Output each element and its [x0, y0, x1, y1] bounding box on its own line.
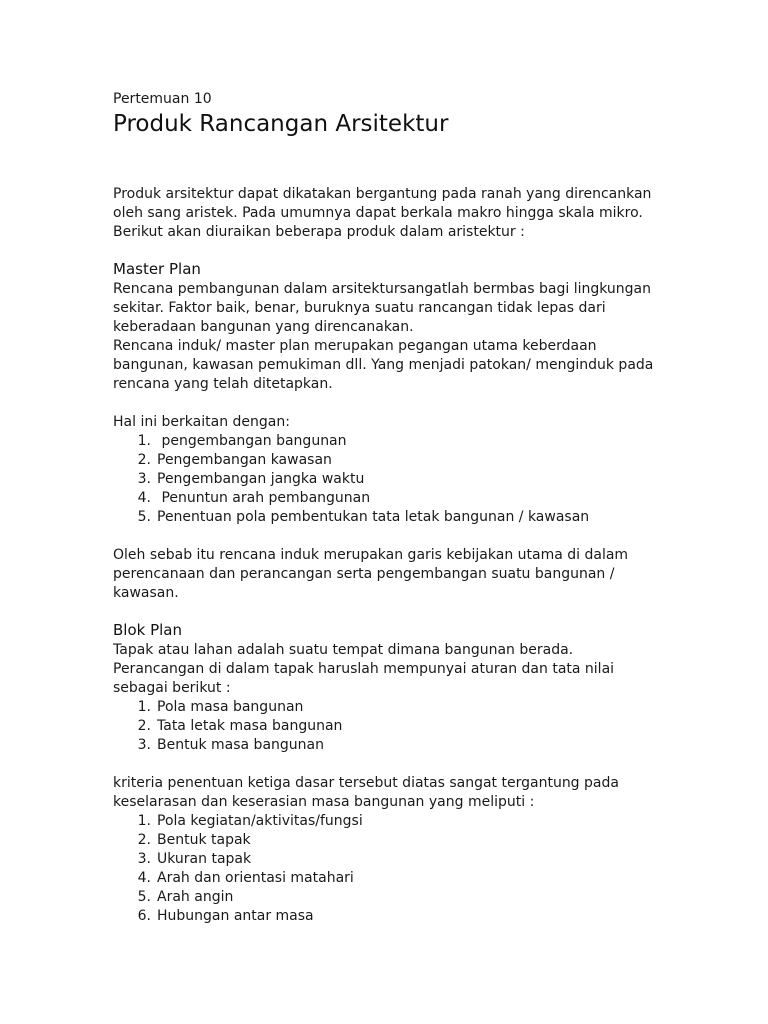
paragraph-line: Perancangan di dalam tapak haruslah mempunyai aturan dan tata nilai [113, 661, 615, 677]
list-text: Penuntun arah pembangunan [157, 490, 371, 506]
list-item [113, 888, 673, 907]
list-item [113, 869, 673, 888]
list-text: Ukuran tapak [157, 851, 252, 867]
document-body [113, 90, 673, 926]
list-text: Pola masa bangunan [157, 699, 304, 715]
blok-plan-paragraph [113, 641, 673, 698]
paragraph-line: kriteria penentuan ketiga dasar tersebut diatas sangat tergantung pada [113, 775, 619, 791]
paragraph-line: Tapak atau lahan adalah suatu tempat dimana bangunan berada. [113, 642, 574, 658]
paragraph-line: keberadaan bangunan yang direncanakan. [113, 319, 414, 335]
list-text: Arah dan orientasi matahari [157, 870, 354, 886]
list-number: 1. [137, 433, 151, 449]
blok-plan-list [113, 698, 673, 755]
list-item [113, 432, 673, 451]
master-plan-conclusion [113, 546, 673, 603]
list-text: Bentuk masa bangunan [157, 737, 324, 753]
list-text: Pengembangan jangka waktu [157, 471, 365, 487]
paragraph-line: bangunan, kawasan pemukiman dll. Yang menjadi patokan/ menginduk pada [113, 357, 654, 373]
list-number: 3. [137, 737, 151, 753]
paragraph-line: Rencana induk/ master plan merupakan pegangan utama keberdaan [113, 338, 597, 354]
paragraph-line: Oleh sebab itu rencana induk merupakan garis kebijakan utama di dalam [113, 547, 629, 563]
paragraph-line: kawasan. [113, 585, 179, 601]
blok-plan-heading: Blok Plan [113, 621, 183, 639]
master-plan-list [113, 432, 673, 527]
list-number: 3. [137, 851, 151, 867]
list-number: 2. [137, 452, 151, 468]
list-item [113, 907, 673, 926]
paragraph-line: perencanaan dan perancangan serta pengembangan suatu bangunan / [113, 566, 615, 582]
list-number: 1. [137, 813, 151, 829]
document-title: Produk Rancangan Arsitektur [113, 111, 449, 137]
criteria-paragraph [113, 774, 673, 812]
list-text: Bentuk tapak [157, 832, 251, 848]
intro-paragraph [113, 185, 673, 242]
list-text: Arah angin [157, 889, 234, 905]
list-item [113, 698, 673, 717]
list-text: Hubungan antar masa [157, 908, 314, 924]
list-text: Penentuan pola pembentukan tata letak bangunan / kawasan [157, 509, 590, 525]
list-text: Pengembangan kawasan [157, 452, 332, 468]
list-number: 5. [137, 509, 151, 525]
list-text: Pola kegiatan/aktivitas/fungsi [157, 813, 363, 829]
master-plan-heading: Master Plan [113, 260, 201, 278]
list-item [113, 736, 673, 755]
list-item [113, 451, 673, 470]
list-item [113, 508, 673, 527]
list-item [113, 812, 673, 831]
intro-line: Berikut akan diuraikan beberapa produk dalam aristektur : [113, 224, 525, 240]
paragraph-line: sekitar. Faktor baik, benar, buruknya suatu rancangan tidak lepas dari [113, 300, 606, 316]
list-item [113, 831, 673, 850]
list-item [113, 489, 673, 508]
paragraph-line: sebagai berikut : [113, 680, 231, 696]
paragraph-line: keselarasan dan keserasian masa bangunan yang meliputi : [113, 794, 535, 810]
list-number: 6. [137, 908, 151, 924]
list-number: 1. [137, 699, 151, 715]
paragraph-line: rencana yang telah ditetapkan. [113, 376, 333, 392]
criteria-list [113, 812, 673, 926]
master-plan-list-intro: Hal ini berkaitan dengan: [113, 414, 290, 430]
intro-line: Produk arsitektur dapat dikatakan bergantung pada ranah yang direncankan [113, 186, 652, 202]
master-plan-paragraph [113, 280, 673, 394]
list-number: 4. [137, 490, 151, 506]
list-number: 5. [137, 889, 151, 905]
list-number: 3. [137, 471, 151, 487]
list-item [113, 850, 673, 869]
list-text: pengembangan bangunan [157, 433, 347, 449]
list-number: 2. [137, 718, 151, 734]
list-text: Tata letak masa bangunan [157, 718, 343, 734]
intro-line: oleh sang aristek. Pada umumnya dapat berkala makro hingga skala mikro. [113, 205, 643, 221]
list-item [113, 717, 673, 736]
list-item [113, 470, 673, 489]
paragraph-line: Rencana pembangunan dalam arsitektursangatlah bermbas bagi lingkungan [113, 281, 651, 297]
meeting-label: Pertemuan 10 [113, 91, 212, 107]
list-number: 4. [137, 870, 151, 886]
list-number: 2. [137, 832, 151, 848]
